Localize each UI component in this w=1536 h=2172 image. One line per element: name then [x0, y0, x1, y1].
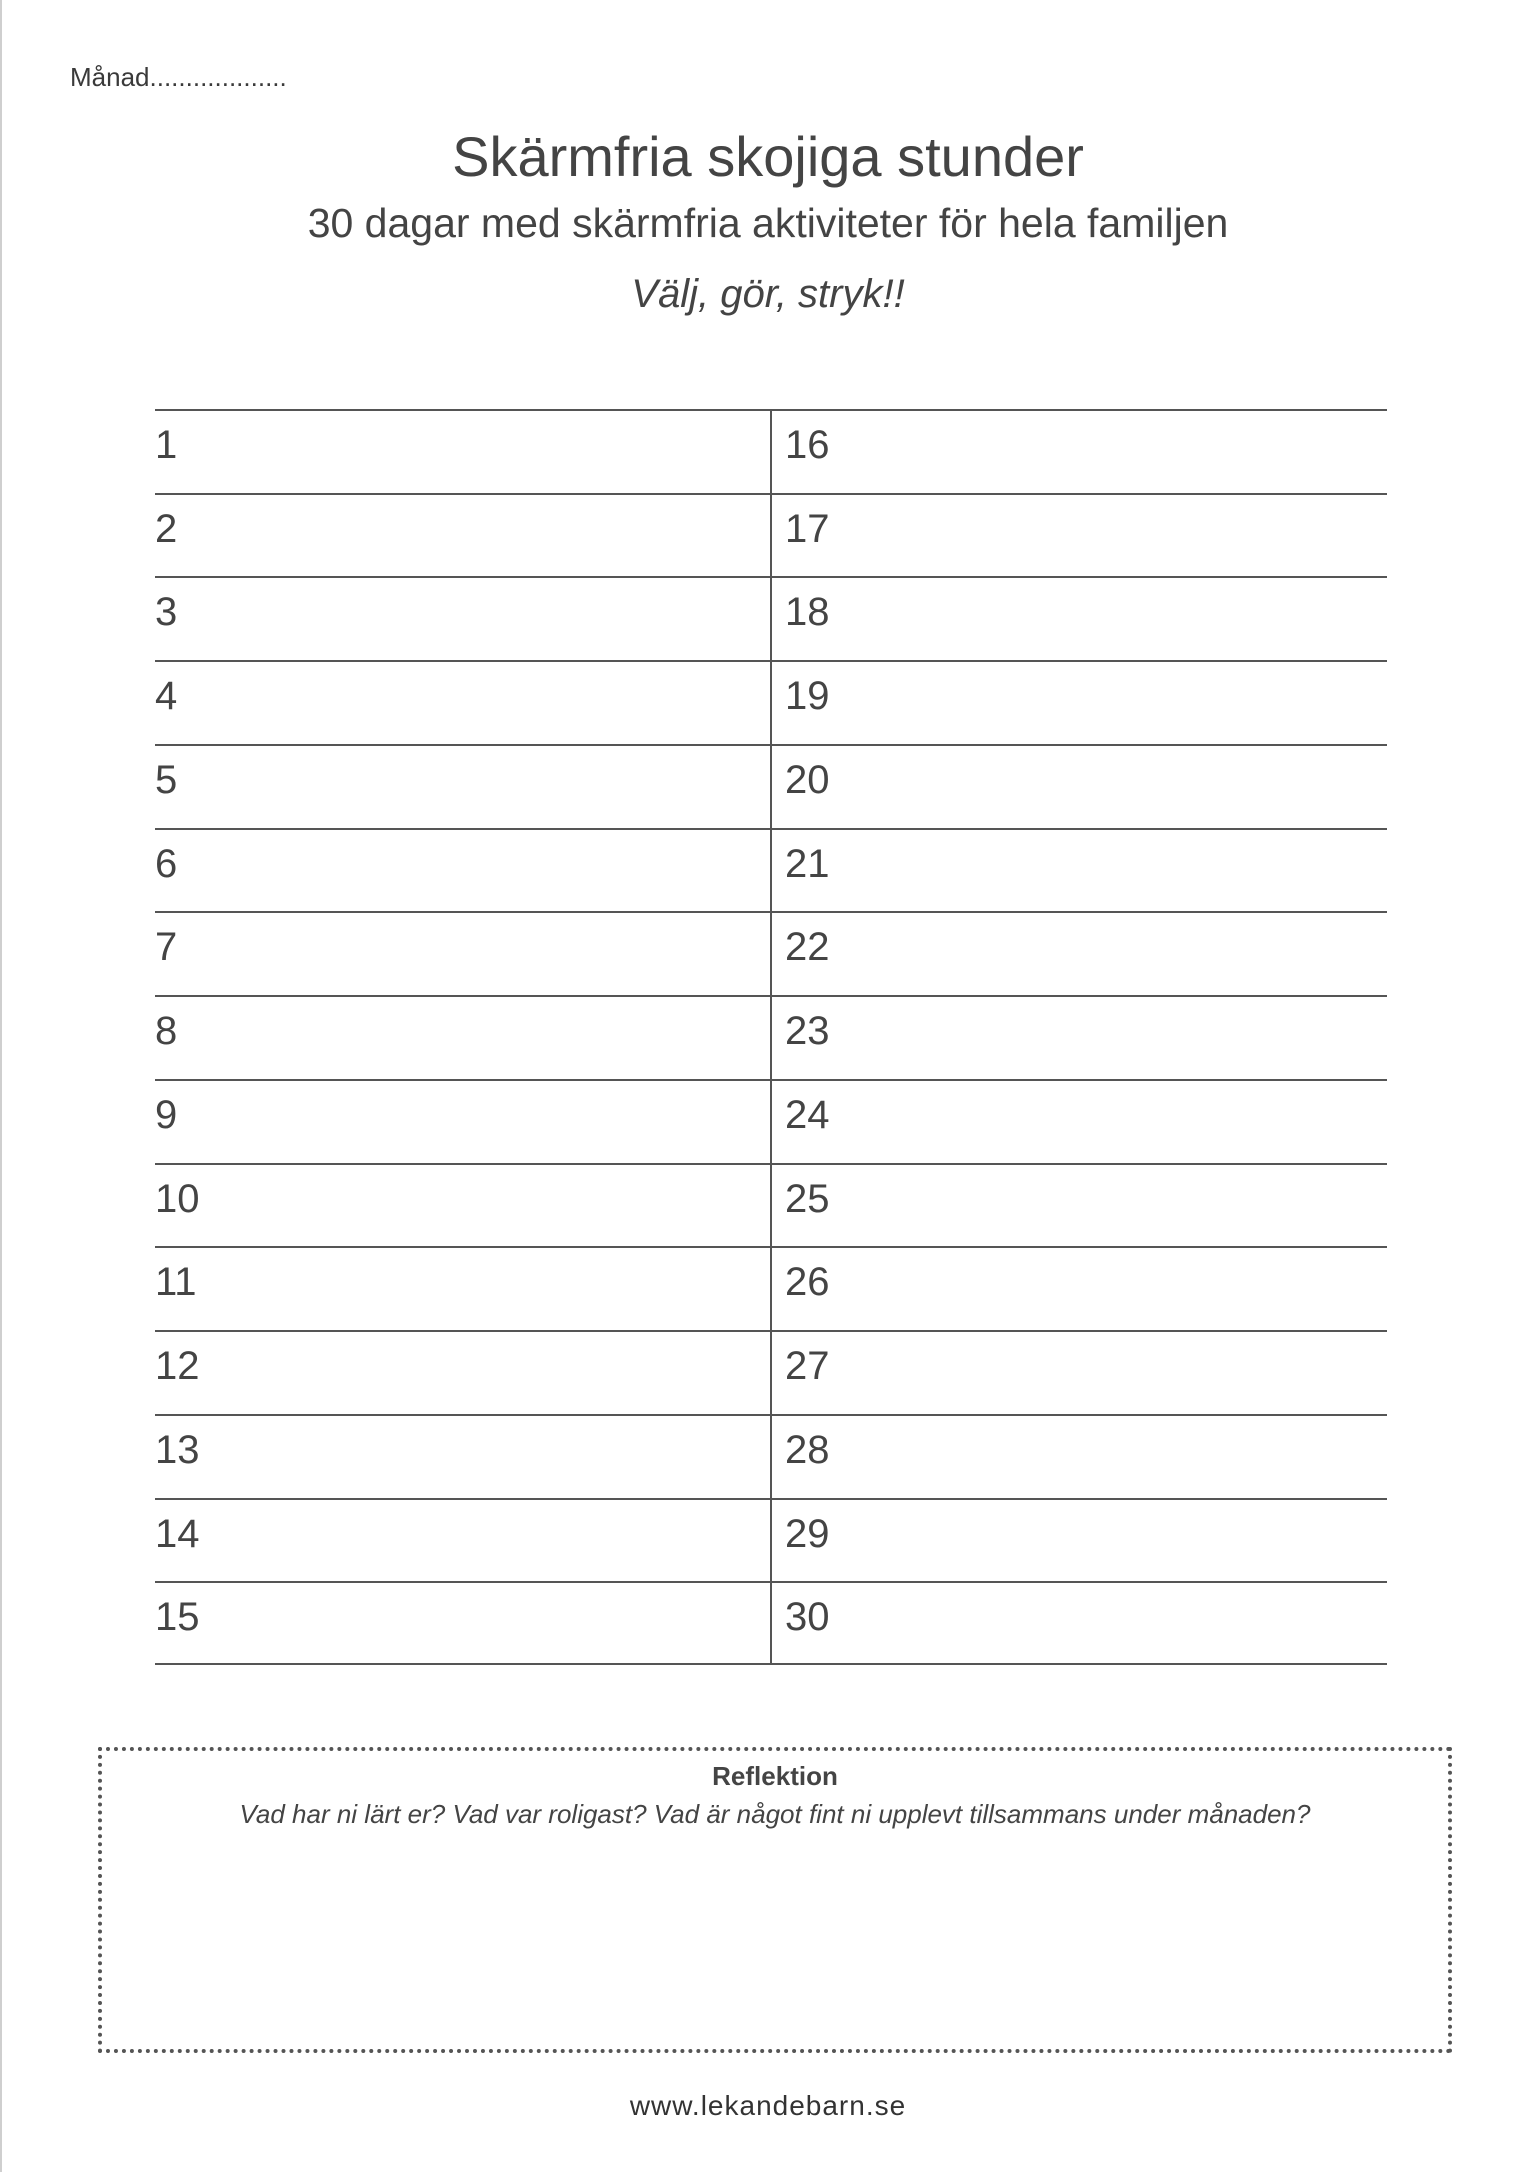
day-cell[interactable]	[155, 1581, 770, 1665]
page-subtitle: 30 dagar med skärmfria aktiviteter för hela familjen	[307, 200, 1229, 246]
day-cell[interactable]	[772, 1330, 1387, 1414]
day-cell[interactable]	[772, 576, 1387, 660]
day-cell[interactable]	[155, 1246, 770, 1330]
page-edge-rule	[0, 0, 2, 2172]
day-cell[interactable]	[772, 409, 1387, 493]
day-number: 27	[785, 1344, 830, 1389]
day-number: 5	[155, 757, 178, 802]
day-cell[interactable]	[155, 493, 770, 577]
day-cell[interactable]	[772, 1414, 1387, 1498]
day-number: 26	[785, 1260, 830, 1305]
day-number: 18	[785, 590, 830, 635]
day-number: 24	[785, 1092, 830, 1137]
day-number: 1	[155, 423, 178, 467]
day-number: 14	[155, 1511, 200, 1556]
tagline: Välj, gör, stryk!!	[631, 272, 905, 316]
day-number: 13	[155, 1427, 200, 1472]
footer-website: www.lekandebarn.se	[629, 2090, 907, 2121]
day-cell[interactable]	[155, 911, 770, 995]
day-cell[interactable]	[772, 1163, 1387, 1247]
day-number: 21	[785, 841, 830, 886]
day-cell[interactable]	[155, 1498, 770, 1582]
day-number: 22	[785, 925, 830, 970]
day-number: 25	[785, 1176, 830, 1221]
day-cell[interactable]	[772, 995, 1387, 1079]
reflection-box	[98, 1747, 1452, 2053]
day-number: 16	[785, 423, 830, 467]
day-cell[interactable]	[155, 1414, 770, 1498]
day-cell[interactable]	[772, 660, 1387, 744]
day-number: 11	[155, 1260, 197, 1305]
day-number: 15	[155, 1595, 200, 1640]
day-cell[interactable]	[155, 1163, 770, 1247]
day-cell[interactable]	[155, 576, 770, 660]
page-title: Skärmfria skojiga stunder	[452, 125, 1084, 188]
day-number: 12	[155, 1344, 200, 1389]
reflection-title: Reflektion	[712, 1761, 838, 1791]
day-number: 7	[155, 925, 178, 970]
day-cell[interactable]	[772, 1246, 1387, 1330]
day-cell[interactable]	[155, 409, 770, 493]
day-number: 30	[785, 1595, 830, 1640]
reflection-question: Vad har ni lärt er? Vad var roligast? Vad är något fint ni upplevt tillsammans under månaden?	[239, 1799, 1311, 1829]
day-number: 19	[785, 674, 830, 719]
month-label: Månad...................	[70, 62, 287, 92]
day-number: 8	[155, 1009, 178, 1054]
day-number: 29	[785, 1511, 830, 1556]
day-cell[interactable]	[772, 1498, 1387, 1582]
day-cell[interactable]	[772, 493, 1387, 577]
day-cell[interactable]	[772, 911, 1387, 995]
day-cell[interactable]	[772, 828, 1387, 912]
day-number: 17	[785, 506, 830, 551]
day-cell[interactable]	[155, 660, 770, 744]
day-number: 28	[785, 1427, 830, 1472]
day-cell[interactable]	[155, 1079, 770, 1163]
day-number: 4	[155, 674, 178, 719]
day-cell[interactable]	[155, 995, 770, 1079]
day-number: 20	[785, 757, 830, 802]
day-number: 6	[155, 841, 178, 886]
day-cell[interactable]	[772, 1581, 1387, 1665]
day-number: 2	[155, 506, 178, 551]
day-number: 9	[155, 1092, 178, 1137]
day-cell[interactable]	[155, 744, 770, 828]
day-number: 10	[155, 1176, 200, 1221]
day-number: 3	[155, 590, 178, 635]
day-number: 23	[785, 1009, 830, 1054]
day-table	[155, 409, 1387, 1665]
day-cell[interactable]	[155, 1330, 770, 1414]
day-cell[interactable]	[772, 744, 1387, 828]
day-cell[interactable]	[155, 828, 770, 912]
day-cell[interactable]	[772, 1079, 1387, 1163]
